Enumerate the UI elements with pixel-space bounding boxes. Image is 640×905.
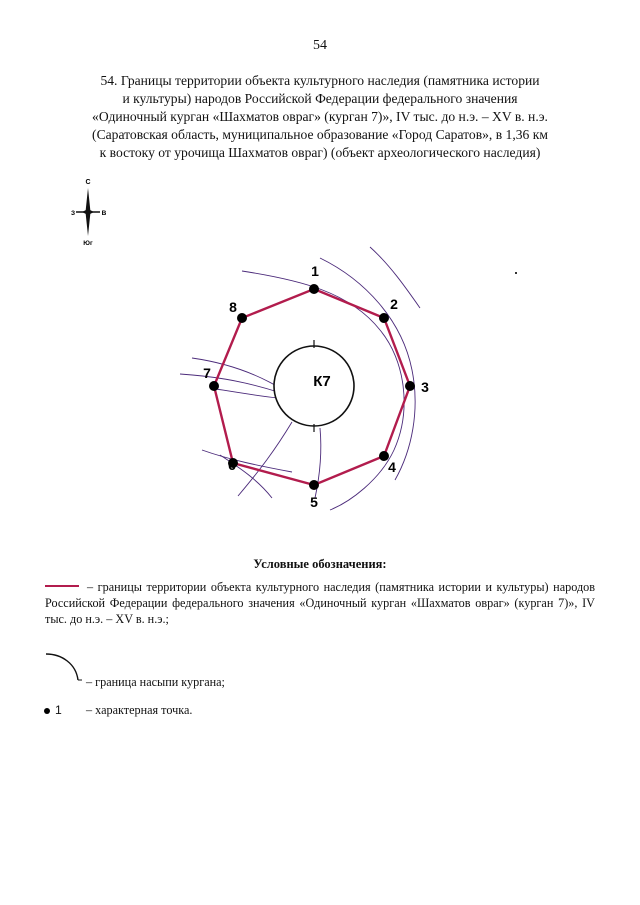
characteristic-point [237,313,247,323]
legend-point-number: 1 [55,703,62,717]
characteristic-point [309,480,319,490]
compass-south-label: Юг [83,240,93,247]
title-line: (Саратовская область, муниципальное образование «Город Саратов», в 1,36 км [92,127,548,142]
characteristic-point [209,381,219,391]
page-number: 54 [313,38,327,53]
point-label: 3 [421,379,429,395]
compass-rose-icon [64,172,114,252]
legend-mound-text: – граница насыпи кургана; [86,675,225,689]
document-title [40,72,600,162]
legend-title: Условные обозначения: [253,557,387,571]
title-line: к востоку от урочища Шахматов овраг) (объект археологического наследия) [99,145,541,160]
legend-boundary-text: – границы территории объекта культурного наследия (памятника истории и культуры) народов Российской Федерации федерального значения «Одиночный курган «Шахматов овраг» (курган 7)», IV тыс. до н.э. – XV в. н.э.; [45,580,595,626]
boundary-line-swatch [45,585,79,587]
legend-boundary-item [45,579,595,627]
title-line: 54. Границы территории объекта культурного наследия (памятника истории [100,73,540,88]
point-dot-icon [44,708,50,714]
characteristic-point [405,381,415,391]
compass-north-label: С [85,179,91,186]
title-line: «Одиночный курган «Шахматов овраг» (курган 7)», IV тыс. до н.э. – XV в. н.э. [92,109,548,124]
site-plan-map [180,240,470,530]
compass-east-label: В [101,210,107,217]
point-label: 5 [310,494,318,510]
point-label: 1 [311,263,319,279]
point-label: 4 [388,459,396,475]
characteristic-point [309,284,319,294]
legend-point-text: – характерная точка. [86,703,193,717]
point-label: 6 [228,457,236,473]
characteristic-point [379,313,389,323]
point-label: 2 [390,296,398,312]
compass-west-label: З [70,210,76,217]
mound-arc-icon [44,648,84,688]
scan-speck [515,272,517,274]
point-label: 7 [203,365,211,381]
title-line: и культуры) народов Российской Федерации федерального значения [122,91,518,106]
mound-label: К7 [313,373,331,390]
point-label: 8 [229,299,237,315]
legend-mound-item [44,648,444,688]
